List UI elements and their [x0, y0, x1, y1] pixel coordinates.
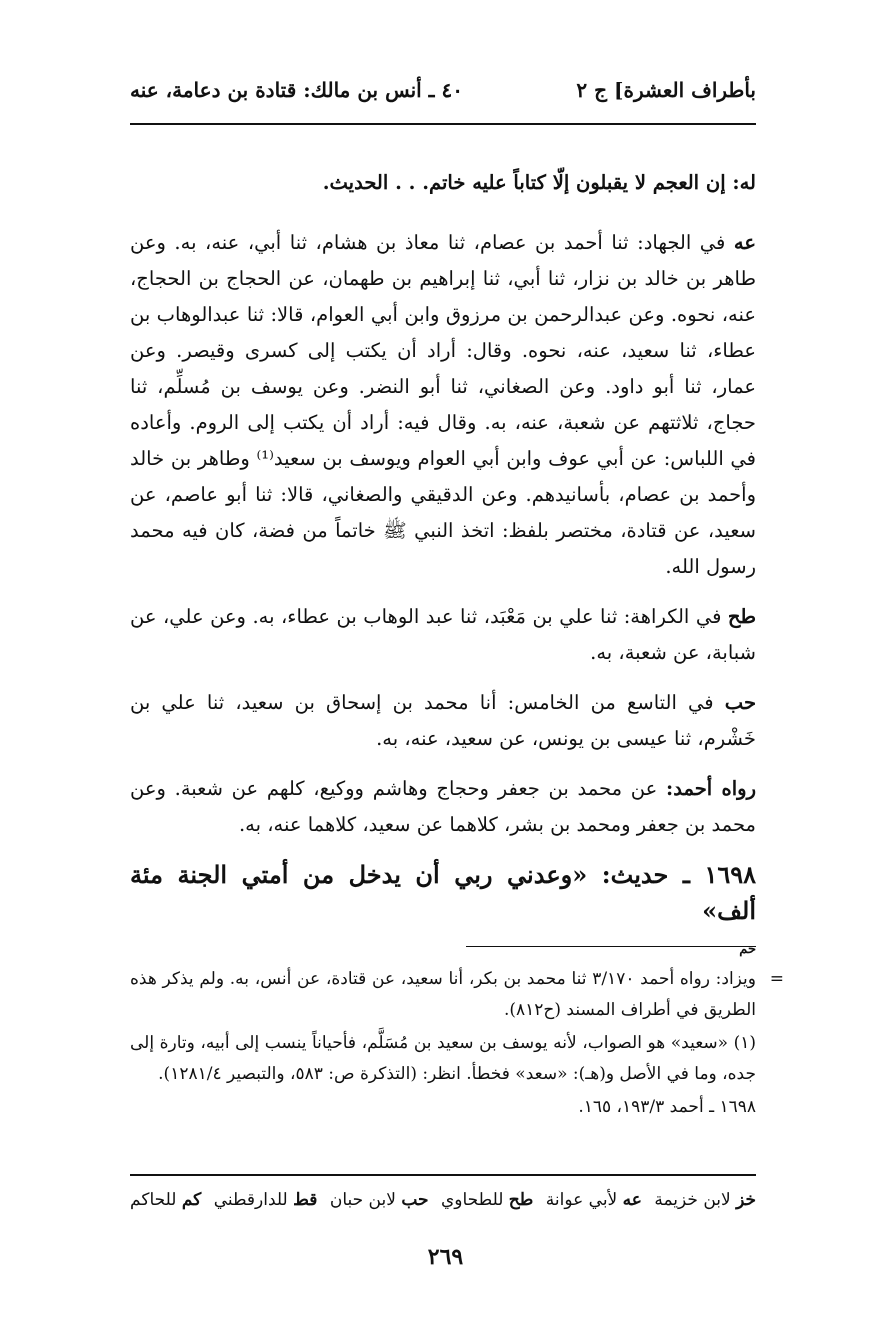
source-abbr: عه — [733, 231, 756, 254]
key-item: حب لابن حبان — [329, 1190, 429, 1210]
paragraph-text: في التاسع من الخامس: أنا محمد بن إسحاق بن سعيد، ثنا علي بن خَشْرم، ثنا عيسى بن يونس، عن سعيد، عنه، به. — [130, 691, 756, 750]
key-item: قط للدارقطني — [213, 1190, 318, 1210]
paragraph-ahmad — [130, 771, 756, 843]
main-text — [130, 165, 756, 971]
running-header — [130, 78, 756, 102]
abbreviation-key — [130, 1190, 756, 1210]
source-abbr: رواه أحمد: — [666, 777, 756, 800]
paragraph-ibn-hibban — [130, 685, 756, 757]
paragraph-text: عن محمد بن جعفر وحجاج وهاشم ووكيع، كلهم عن شعبة. وعن محمد بن جعفر ومحمد بن بشر، كلاهما عن سعيد، كلاهما عنه، به. — [130, 777, 756, 836]
footer-rule — [130, 1174, 756, 1176]
footnote-separator — [466, 946, 756, 947]
paragraph-text: في الكراهة: ثنا علي بن مَعْبَد، ثنا عبد الوهاب بن عطاء، به. وعن علي، عن شبابة، عن شعبة، به. — [130, 605, 756, 664]
header-rule — [130, 123, 756, 125]
header-chapter-title: ٤٠ ـ أنس بن مالك: قتادة بن دعامة، عنه — [130, 78, 463, 102]
key-item: خز لابن خزيمة — [654, 1190, 756, 1210]
footnotes — [130, 964, 784, 1125]
footnote-1: (١) «سعيد» هو الصواب، لأنه يوسف بن سعيد بن مُسَلَّم، فأحياناً ينسب إلى أبيه، وتارة إلى جده، وما في الأصل و(هـ): «سعد» فخطأ. انظر: (التذكرة ص: ٥٨٣، والتبصير ١٢٨١/٤). — [130, 1033, 756, 1084]
paragraph-tahawi — [130, 599, 756, 671]
hadith-source-tag: حم — [739, 942, 756, 957]
header-book-title: بأطراف العشرة] ج ٢ — [576, 78, 756, 102]
hadith-heading: ١٦٩٨ ـ حديث: «وعدني ربي أن يدخل من أمتي الجنة مئة ألف» — [130, 860, 756, 925]
key-item: طح للطحاوي — [440, 1190, 534, 1210]
source-abbr: طح — [727, 605, 756, 628]
continuation-mark: = — [769, 969, 784, 989]
key-item: كم للحاكم — [130, 1190, 202, 1210]
source-abbr: حب — [724, 691, 756, 714]
footnote-reference: ١٦٩٨ ـ أحمد ١٩٣/٣، ١٦٥. — [578, 1097, 756, 1117]
key-item: عه لأبي عوانة — [545, 1190, 642, 1210]
footnote-continuation: = ويزاد: رواه أحمد ٣/١٧٠ ثنا محمد بن بكر، أنا سعيد، عن قتادة، عن أنس، به. ولم يذكر هذه الطريق في أطراف المسند (ح٨١٢). — [130, 964, 756, 1026]
page-number: ٢٦٩ — [427, 1244, 464, 1270]
paragraph-hadith-text: له: إن العجم لا يقبلون إلّا كتاباً عليه خاتم. . . الحديث. — [322, 171, 756, 194]
paragraph-abu-awana — [130, 225, 756, 585]
paragraph-text: في الجهاد: ثنا أحمد بن عصام، ثنا معاذ بن هشام، ثنا أبي، عنه، به. وعن طاهر بن خالد بن نزار، ثنا أبي، ثنا إبراهيم بن طهمان، عن الحجاج بن الحجاج، عنه، نحوه. وعن عبدالرحمن بن مرزوق وابن أبي العوام، قالا: ثنا عبدالوهاب بن عطاء، ثنا سعيد، عنه، نحوه. وقال: أراد أن يكتب إلى كسرى وقيصر. وعن عمار، ثنا أبو داود. وعن الصغاني، ثنا أبو النضر. وعن يوسف بن مُسلِّم، ثنا حجاج، ثلاثتهم عن شعبة، عنه، به. وقال فيه: أراد أن يكتب إلى الروم. وأعاده في اللباس: عن أبي عوف وابن أبي العوام ويوسف بن سعيد⁽¹⁾ وطاهر بن خالد وأحمد بن عصام، بأسانيدهم. وعن الدقيقي والصغاني، قالا: ثنا أبو عاصم، عن سعيد، عن قتادة، مختصر بلفظ: اتخذ النبي ﷺ خاتماً من فضة، كان فيه محمد رسول الله. — [130, 231, 757, 578]
